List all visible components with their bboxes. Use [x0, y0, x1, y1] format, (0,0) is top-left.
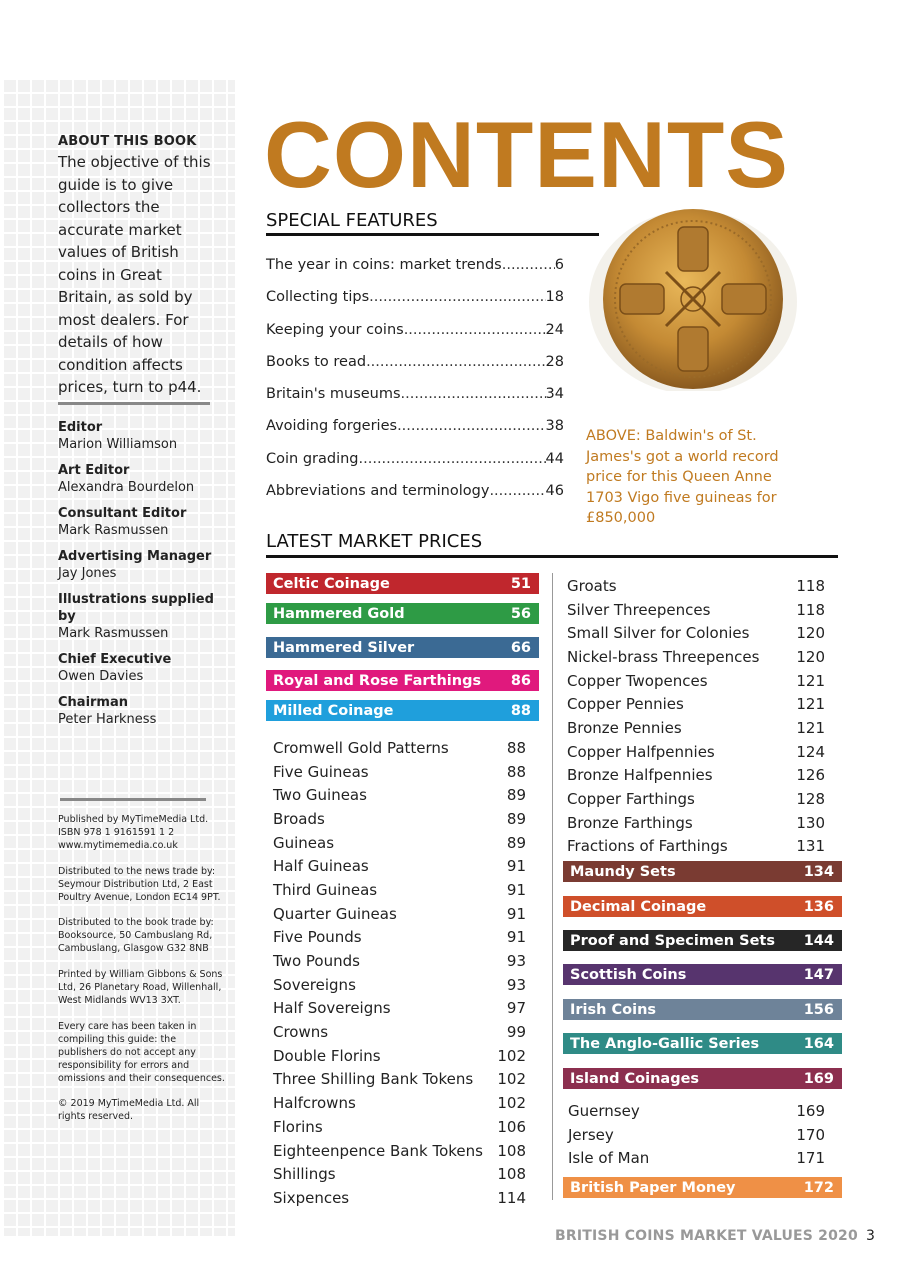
item-name: Bronze Farthings — [567, 813, 693, 832]
item-name: Bronze Halfpennies — [567, 766, 713, 785]
item-name: Shillings — [273, 1165, 336, 1184]
credit-entry — [58, 591, 228, 642]
section-label: Maundy Sets — [570, 863, 676, 880]
section-label: Celtic Coinage — [273, 575, 390, 592]
item-name: Five Guineas — [273, 762, 369, 781]
list-item[interactable] — [568, 1146, 825, 1170]
section-page: 88 — [510, 702, 531, 719]
item-name: Copper Twopences — [567, 671, 708, 690]
list-item[interactable] — [273, 902, 526, 926]
credit-role: Illustrations supplied by — [58, 592, 214, 624]
item-name: Five Pounds — [273, 928, 362, 947]
item-name: Fractions of Farthings — [567, 837, 728, 856]
feature-title: Abbreviations and terminology — [266, 483, 490, 500]
item-name: Small Silver for Colonies — [567, 624, 750, 643]
section-label: British Paper Money — [570, 1179, 736, 1196]
item-name: Sovereigns — [273, 975, 356, 994]
list-item[interactable] — [273, 1115, 526, 1139]
list-item[interactable] — [273, 878, 526, 902]
special-features-rule — [266, 233, 599, 236]
item-page: 91 — [506, 928, 526, 947]
credit-entry — [58, 505, 228, 539]
section-label: Royal and Rose Farthings — [273, 672, 482, 689]
legal-paragraph: Distributed to the book trade by: Booksource, 50 Cambuslang Rd, Cambuslang, Glasgow G32 8NB — [58, 917, 214, 955]
item-name: Halfcrowns — [273, 1094, 356, 1113]
feature-item[interactable] — [266, 451, 564, 483]
section-page: 144 — [803, 932, 834, 949]
item-page: 130 — [796, 813, 825, 832]
list-item[interactable] — [273, 1068, 526, 1092]
item-name: Eighteenpence Bank Tokens — [273, 1141, 483, 1160]
feature-page: 24 — [545, 321, 564, 338]
credit-name: Owen Davies — [58, 669, 144, 684]
list-item[interactable] — [567, 716, 825, 740]
item-page: 106 — [497, 1117, 526, 1136]
sidebar-divider — [58, 402, 210, 405]
item-name: Florins — [273, 1117, 323, 1136]
section-label: Hammered Silver — [273, 639, 415, 656]
item-page: 118 — [796, 600, 825, 619]
item-page: 131 — [796, 837, 825, 856]
section-label: Decimal Coinage — [570, 898, 707, 915]
list-item[interactable] — [567, 787, 825, 811]
item-name: Three Shilling Bank Tokens — [273, 1070, 474, 1089]
list-item[interactable] — [567, 574, 825, 598]
item-page: 89 — [506, 833, 526, 852]
special-features-list — [266, 257, 564, 515]
item-name: Quarter Guineas — [273, 904, 397, 923]
about-this-book — [58, 134, 218, 399]
item-name: Broads — [273, 809, 325, 828]
item-name: Guernsey — [568, 1101, 640, 1120]
credit-name: Mark Rasmussen — [58, 626, 169, 641]
coin-type-list — [567, 574, 825, 858]
section-bar[interactable] — [563, 999, 842, 1020]
item-page: 91 — [506, 880, 526, 899]
feature-item[interactable] — [266, 322, 564, 354]
item-page: 120 — [796, 647, 825, 666]
list-item[interactable] — [567, 692, 825, 716]
section-bar[interactable] — [563, 1177, 842, 1198]
list-item[interactable] — [567, 669, 825, 693]
about-text: The objective of this guide is to give collectors the accurate market values of British coins in Great Britain, as sold by most dealers. For details of how condition affects prices, turn to p44. — [58, 153, 211, 396]
publisher-info — [58, 814, 228, 1137]
item-name: Nickel-brass Threepences — [567, 647, 760, 666]
section-bar[interactable] — [563, 861, 842, 882]
feature-page: 18 — [545, 289, 564, 306]
item-page: 121 — [796, 718, 825, 737]
feature-item[interactable] — [266, 257, 564, 289]
item-page: 91 — [506, 857, 526, 876]
item-page: 88 — [506, 762, 526, 781]
item-page: 170 — [796, 1125, 825, 1144]
item-page: 102 — [497, 1046, 526, 1065]
section-page: 147 — [803, 966, 834, 983]
section-bar[interactable] — [266, 670, 539, 691]
feature-item[interactable] — [266, 386, 564, 418]
section-label: Scottish Coins — [570, 966, 687, 983]
feature-item[interactable] — [266, 483, 564, 515]
legal-paragraph: © 2019 MyTimeMedia Ltd. All rights reserved. — [58, 1098, 200, 1123]
section-bar[interactable] — [563, 896, 842, 917]
list-item[interactable] — [273, 1044, 526, 1068]
section-label: Hammered Gold — [273, 605, 405, 622]
section-page: 51 — [510, 575, 531, 592]
list-item[interactable] — [273, 807, 526, 831]
credit-entry — [58, 462, 228, 496]
list-item[interactable] — [567, 598, 825, 622]
item-page: 102 — [497, 1094, 526, 1113]
item-name: Jersey — [568, 1125, 614, 1144]
item-page: 97 — [506, 999, 526, 1018]
credit-role: Chairman — [58, 695, 129, 710]
list-item[interactable] — [567, 811, 825, 835]
about-heading: ABOUT THIS BOOK — [58, 134, 197, 149]
section-page: 66 — [510, 639, 531, 656]
section-bar[interactable] — [266, 700, 539, 721]
credit-role: Consultant Editor — [58, 506, 187, 521]
feature-page: 38 — [545, 418, 564, 435]
page-number: 3 — [865, 1228, 876, 1244]
section-page: 86 — [510, 672, 531, 689]
item-page: 102 — [497, 1070, 526, 1089]
section-label: Proof and Specimen Sets — [570, 932, 775, 949]
item-name: Third Guineas — [273, 880, 378, 899]
list-item[interactable] — [273, 1186, 526, 1210]
section-label: Island Coinages — [570, 1070, 700, 1087]
item-name: Cromwell Gold Patterns — [273, 738, 449, 757]
list-item[interactable] — [273, 949, 526, 973]
item-page: 108 — [497, 1141, 526, 1160]
section-label: Irish Coins — [570, 1001, 657, 1018]
section-page: 172 — [803, 1179, 834, 1196]
feature-title: Keeping your coins — [266, 321, 404, 338]
item-page: 126 — [796, 766, 825, 785]
special-features-heading: SPECIAL FEATURES — [266, 210, 438, 231]
feature-page: 28 — [545, 353, 564, 370]
item-name: Copper Halfpennies — [567, 742, 715, 761]
credit-role: Art Editor — [58, 463, 130, 478]
item-page: 169 — [796, 1101, 825, 1120]
credit-role: Chief Executive — [58, 652, 172, 667]
list-item[interactable] — [273, 1162, 526, 1186]
list-item[interactable] — [273, 760, 526, 784]
feature-page: 44 — [545, 450, 564, 467]
list-item[interactable] — [273, 997, 526, 1021]
list-item[interactable] — [567, 621, 825, 645]
list-item[interactable] — [273, 1091, 526, 1115]
item-page: 89 — [506, 786, 526, 805]
item-name: Half Guineas — [273, 857, 369, 876]
list-item[interactable] — [568, 1123, 825, 1147]
item-page: 99 — [506, 1023, 526, 1042]
milled-coinage-list — [273, 736, 526, 1210]
feature-title: The year in coins: market trends — [266, 257, 502, 273]
item-name: Sixpences — [273, 1188, 350, 1207]
feature-page: 34 — [545, 386, 564, 403]
item-page: 93 — [506, 975, 526, 994]
credit-entry — [58, 548, 228, 582]
legal-paragraph: Printed by William Gibbons & Sons Ltd, 26 Planetary Road, Willenhall, West Midlands WV13 3XT. — [58, 969, 223, 1006]
page-title: CONTENTS — [264, 102, 789, 207]
feature-item[interactable] — [266, 354, 564, 386]
gold-coin-image — [586, 207, 800, 391]
section-bar[interactable] — [563, 930, 842, 951]
list-item[interactable] — [568, 1099, 825, 1123]
item-page: 108 — [497, 1165, 526, 1184]
list-item[interactable] — [273, 831, 526, 855]
credit-entry — [58, 651, 228, 685]
list-item[interactable] — [273, 1020, 526, 1044]
leader-dots — [401, 386, 546, 402]
credit-role: Editor — [58, 420, 103, 435]
leader-dots — [489, 483, 545, 499]
credit-name: Mark Rasmussen — [58, 523, 169, 538]
leader-dots — [397, 418, 545, 434]
feature-title: Avoiding forgeries — [266, 418, 398, 435]
section-bar[interactable] — [563, 964, 842, 985]
image-caption: ABOVE: Baldwin's of St. James's got a world record price for this Queen Anne 1703 Vigo five guineas for £850,000 — [586, 428, 779, 526]
credit-name: Jay Jones — [58, 566, 117, 581]
publication-title: BRITISH COINS MARKET VALUES 2020 — [555, 1228, 858, 1244]
item-page: 171 — [796, 1149, 825, 1168]
feature-page: 46 — [545, 483, 564, 500]
item-page: 120 — [796, 624, 825, 643]
item-name: Two Pounds — [273, 952, 360, 971]
section-page: 169 — [803, 1070, 834, 1087]
list-item[interactable] — [567, 835, 825, 859]
item-name: Isle of Man — [568, 1149, 650, 1168]
section-bar[interactable] — [266, 573, 539, 594]
credits — [58, 419, 228, 737]
feature-item[interactable] — [266, 289, 564, 321]
item-name: Copper Farthings — [567, 790, 695, 809]
item-page: 118 — [796, 576, 825, 595]
leader-dots — [366, 354, 545, 370]
column-divider — [552, 573, 553, 1200]
feature-title: Britain's museums — [266, 386, 401, 403]
section-page: 56 — [510, 605, 531, 622]
latest-market-prices-heading: LATEST MARKET PRICES — [266, 531, 483, 552]
item-name: Groats — [567, 576, 617, 595]
latest-market-prices-rule — [266, 555, 838, 558]
section-page: 134 — [803, 863, 834, 880]
list-item[interactable] — [273, 926, 526, 950]
credit-entry — [58, 419, 228, 453]
credit-name: Alexandra Bourdelon — [58, 480, 195, 495]
credit-name: Peter Harkness — [58, 712, 157, 727]
section-label: Milled Coinage — [273, 702, 394, 719]
leader-dots — [359, 451, 546, 467]
item-name: Half Sovereigns — [273, 999, 391, 1018]
section-page: 164 — [803, 1035, 834, 1052]
section-page: 156 — [803, 1001, 834, 1018]
item-page: 89 — [506, 809, 526, 828]
item-name: Guineas — [273, 833, 335, 852]
sidebar-divider — [60, 798, 206, 801]
item-name: Double Florins — [273, 1046, 381, 1065]
item-name: Crowns — [273, 1023, 329, 1042]
item-page: 114 — [497, 1188, 526, 1207]
item-page: 128 — [796, 790, 825, 809]
feature-page: 6 — [554, 257, 564, 273]
section-bar[interactable] — [563, 1068, 842, 1089]
section-label: The Anglo-Gallic Series — [570, 1035, 760, 1052]
leader-dots — [502, 257, 555, 273]
list-item[interactable] — [567, 764, 825, 788]
item-name: Silver Threepences — [567, 600, 711, 619]
page-footer — [555, 1228, 875, 1244]
feature-title: Coin grading — [266, 450, 359, 467]
legal-paragraph: Published by MyTimeMedia Ltd. ISBN 978 1 9161591 1 2 www.mytimemedia.co.uk — [58, 814, 209, 851]
list-item[interactable] — [273, 854, 526, 878]
list-item[interactable] — [273, 783, 526, 807]
section-bar[interactable] — [563, 1033, 842, 1054]
feature-title: Collecting tips — [266, 289, 370, 306]
legal-paragraph: Distributed to the news trade by: Seymour Distribution Ltd, 2 East Poultry Avenue, London EC14 9PT. — [58, 865, 221, 903]
section-bar[interactable] — [266, 603, 539, 624]
legal-paragraph: Every care has been taken in compiling this guide: the publishers do not accept any responsibility for errors and omissions and their consequences. — [58, 1020, 225, 1084]
item-name: Two Guineas — [273, 786, 367, 805]
item-name: Copper Pennies — [567, 695, 684, 714]
list-item[interactable] — [567, 740, 825, 764]
item-page: 124 — [796, 742, 825, 761]
list-item[interactable] — [273, 973, 526, 997]
item-page: 88 — [506, 738, 526, 757]
item-name: Bronze Pennies — [567, 718, 682, 737]
list-item[interactable] — [567, 645, 825, 669]
item-page: 121 — [796, 671, 825, 690]
feature-title: Books to read — [266, 353, 367, 370]
credit-name: Marion Williamson — [58, 437, 178, 452]
leader-dots — [369, 289, 545, 305]
section-bar[interactable] — [266, 637, 539, 658]
credit-entry — [58, 694, 228, 728]
item-page: 91 — [506, 904, 526, 923]
item-page: 121 — [796, 695, 825, 714]
island-coinages-list — [568, 1099, 825, 1170]
item-page: 93 — [506, 952, 526, 971]
feature-item[interactable] — [266, 418, 564, 450]
leader-dots — [404, 322, 546, 338]
list-item[interactable] — [273, 1139, 526, 1163]
list-item[interactable] — [273, 736, 526, 760]
credit-role: Advertising Manager — [58, 549, 212, 564]
section-page: 136 — [803, 898, 834, 915]
